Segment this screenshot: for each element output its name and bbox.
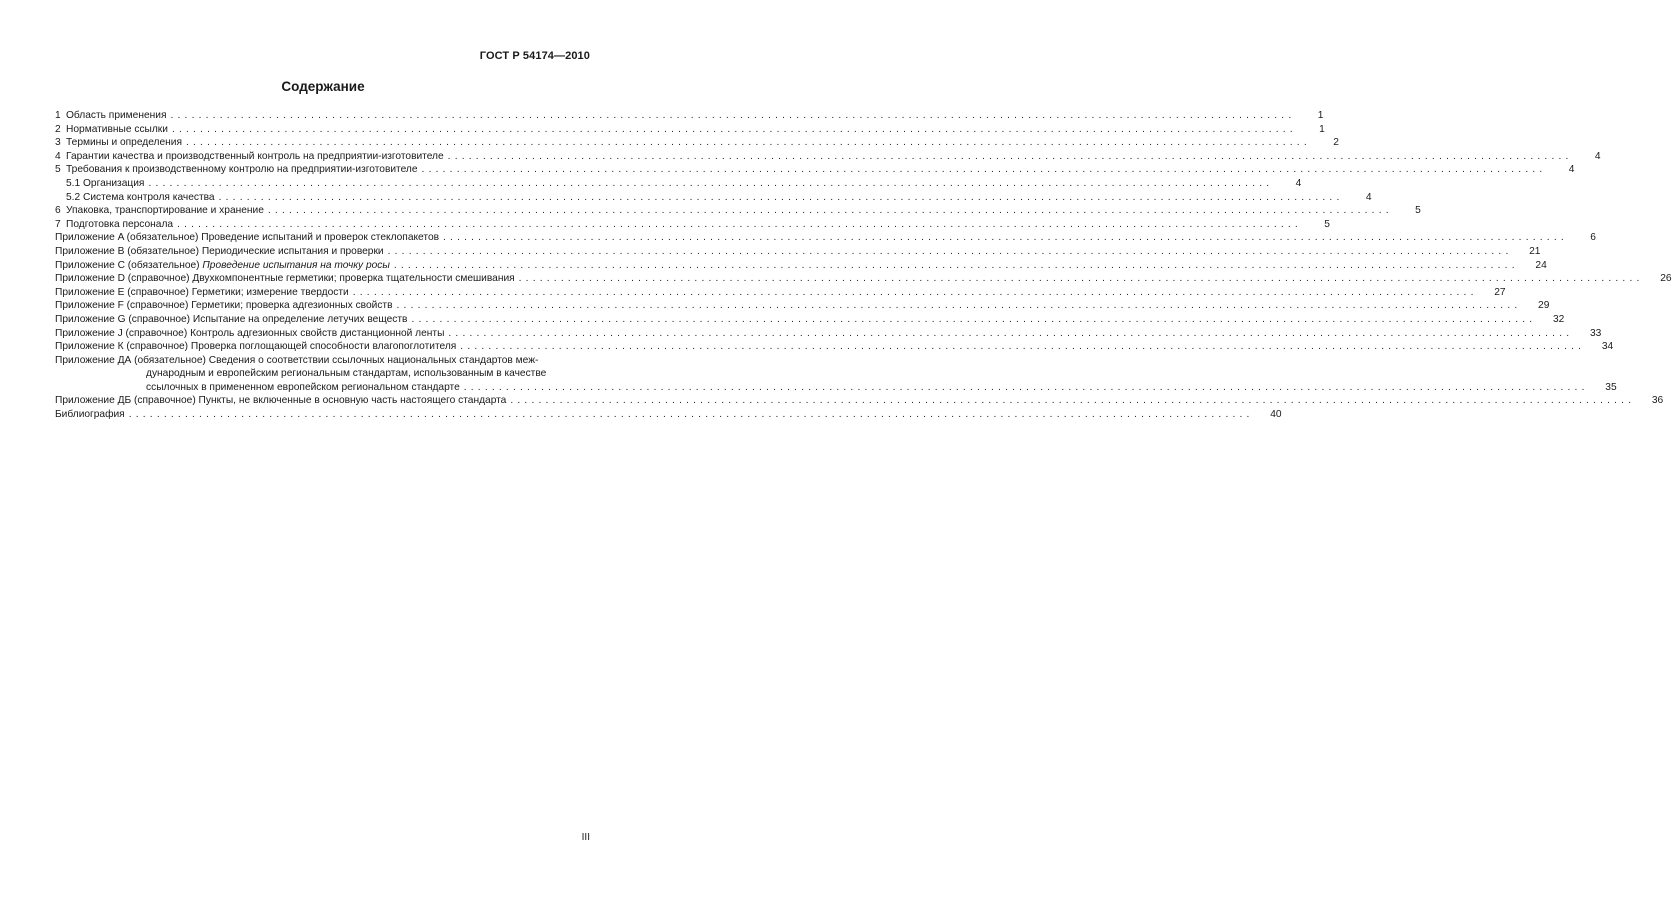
leader-dots: ................................................................................................................................................................ <box>218 191 1344 203</box>
toc-entry-label: Требования к производственному контролю на предприятии-изготовителе <box>66 164 418 176</box>
toc-page-number: 1 <box>1319 123 1325 135</box>
toc-page-number: 4 <box>1295 177 1302 189</box>
toc-entry-prefix: Приложение С (обязательное) <box>55 259 203 271</box>
toc-entry-label: ссылочных в примененном европейском региональном стандарте <box>146 381 460 393</box>
toc-entry[interactable] <box>55 286 1506 300</box>
toc-entry[interactable] <box>55 204 1421 218</box>
toc-entry-label: Область применения <box>66 110 167 121</box>
toc-entry-label: Приложение F (справочное) Герметики; проверка адгезионных свойств <box>55 300 393 312</box>
leader-dots: ................................................................................................................................................................ <box>448 327 1574 339</box>
toc-entry[interactable] <box>55 272 1672 286</box>
page-number: III <box>581 832 590 843</box>
toc-entry-label: Приложение К (справочное) Проверка поглощающей способности влагопоглотителя <box>55 341 457 353</box>
toc-entry-label: 5.2 Система контроля качества <box>66 191 215 203</box>
toc-entry[interactable] <box>55 109 1324 123</box>
table-of-contents <box>55 109 1672 422</box>
toc-entry-label: Приложение J (справочное) Контроль адгезионных свойств дистанционной ленты <box>55 327 445 339</box>
toc-entry-number: 7 <box>55 218 61 230</box>
toc-entry-label: Приложение ДБ (справочное) Пункты, не включенные в основную часть настоящего стандарта <box>55 395 507 407</box>
toc-page-number: 34 <box>1601 341 1614 353</box>
leader-dots: ................................................................................................................................................................ <box>177 218 1302 230</box>
toc-page-number: 29 <box>1538 300 1550 312</box>
toc-entry[interactable] <box>55 231 1596 245</box>
toc-entry-label: Гарантии качества и производственный контроль на предприятии-изготовителе <box>66 150 444 162</box>
toc-entry-label: Подготовка персонала <box>66 218 174 230</box>
toc-entry[interactable] <box>55 191 1372 205</box>
toc-entry[interactable] <box>55 218 1330 232</box>
leader-dots: ................................................................................................................................................................ <box>447 150 1573 162</box>
leader-dots: ................................................................................................................................................................ <box>411 313 1537 325</box>
toc-entry-annex-da[interactable] <box>55 354 1617 395</box>
leader-dots: ................................................................................................................................................................ <box>170 110 1296 121</box>
toc-entry-number: 4 <box>55 150 61 162</box>
leader-dots: ................................................................................................................................................................ <box>148 177 1274 189</box>
toc-entry[interactable] <box>55 123 1325 137</box>
toc-page-number: 24 <box>1535 259 1547 271</box>
toc-entry-label: 5.1 Организация <box>66 177 145 189</box>
page-title: Содержание <box>281 79 365 94</box>
leader-dots: ................................................................................................................................................................ <box>443 232 1568 244</box>
toc-entry-label: Приложение E (справочное) Герметики; измерение твердости <box>55 286 349 298</box>
toc-entry-number: 5 <box>55 164 61 176</box>
toc-page-number: 33 <box>1589 327 1602 339</box>
toc-entry[interactable] <box>55 259 1547 273</box>
toc-page-number: 4 <box>1568 164 1575 176</box>
toc-entry-number: 1 <box>55 110 61 121</box>
toc-entry-number: 6 <box>55 205 61 217</box>
toc-entry[interactable] <box>55 299 1550 313</box>
toc-entry-label: Приложение ДА (обязательное) Сведения о соответствии ссылочных национальных стандартов меж- <box>55 354 539 366</box>
toc-entry-label: Приложение B (обязательное) Периодические испытания и проверки <box>55 245 384 257</box>
toc-entry-label: Термины и определения <box>66 137 182 149</box>
toc-page-number: 2 <box>1333 137 1339 149</box>
toc-page-number: 6 <box>1590 232 1596 244</box>
toc-entry[interactable] <box>55 150 1601 164</box>
toc-entry-label: Упаковка, транспортирование и хранение <box>66 205 264 217</box>
toc-entry-label: дународным и европейским региональным стандартам, использованным в качестве <box>146 368 547 380</box>
toc-entry[interactable] <box>55 408 1282 422</box>
leader-dots: ................................................................................................................................................................ <box>460 341 1586 353</box>
toc-entry[interactable] <box>55 245 1541 259</box>
toc-entry-label: Приложение D (справочное) Двухкомпонентные герметики; проверка тщательности смешивания <box>55 273 515 285</box>
toc-entry-label: Приложение G (справочное) Испытание на определение летучих веществ <box>55 313 408 325</box>
toc-entry-label: Библиография <box>55 409 125 421</box>
toc-page-number: 5 <box>1324 218 1330 230</box>
leader-dots: ................................................................................................................................................................ <box>510 395 1636 407</box>
toc-entry-label: Нормативные ссылки <box>66 123 168 135</box>
toc-page-number: 4 <box>1365 191 1372 203</box>
toc-entry[interactable] <box>55 177 1302 191</box>
toc-page-number: 35 <box>1605 381 1617 393</box>
toc-entry-number: 3 <box>55 137 61 149</box>
leader-dots: ................................................................................................................................................................ <box>171 123 1297 135</box>
leader-dots: ................................................................................................................................................................ <box>393 259 1519 271</box>
toc-entry-label <box>55 259 390 273</box>
toc-entry-label: Приложение A (обязательное) Проведение испытаний и проверок стеклопакетов <box>55 232 440 244</box>
toc-entry[interactable] <box>55 340 1614 354</box>
toc-page-number: 40 <box>1270 409 1282 421</box>
leader-dots: ................................................................................................................................................................ <box>267 205 1393 217</box>
toc-page-number: 1 <box>1317 110 1324 121</box>
toc-page-number: 36 <box>1651 395 1664 407</box>
toc-page-number: 21 <box>1529 245 1541 257</box>
leader-dots: ................................................................................................................................................................ <box>352 286 1478 298</box>
toc-page-number: 26 <box>1660 273 1672 285</box>
leader-dots: ................................................................................................................................................................ <box>128 409 1254 421</box>
toc-page-number: 32 <box>1552 313 1565 325</box>
leader-dots: ................................................................................................................................................................ <box>396 300 1522 312</box>
toc-entry[interactable] <box>55 136 1339 150</box>
toc-page-number: 5 <box>1415 205 1421 217</box>
toc-page-number: 27 <box>1494 286 1506 298</box>
toc-entry[interactable] <box>55 313 1565 327</box>
toc-entry[interactable] <box>55 163 1575 177</box>
toc-entry-italic-title: Проведение испытания на точку росы <box>202 259 390 271</box>
leader-dots: ................................................................................................................................................................ <box>518 273 1644 285</box>
toc-entry-number: 2 <box>55 123 61 135</box>
leader-dots: ................................................................................................................................................................ <box>185 137 1311 149</box>
toc-entry[interactable] <box>55 327 1602 341</box>
toc-entry[interactable] <box>55 394 1664 408</box>
leader-dots: ................................................................................................................................................................ <box>463 381 1589 393</box>
toc-page-number: 4 <box>1594 150 1601 162</box>
document-id: ГОСТ Р 54174—2010 <box>479 50 590 62</box>
leader-dots: ................................................................................................................................................................ <box>387 245 1513 257</box>
leader-dots: ................................................................................................................................................................ <box>421 164 1547 176</box>
